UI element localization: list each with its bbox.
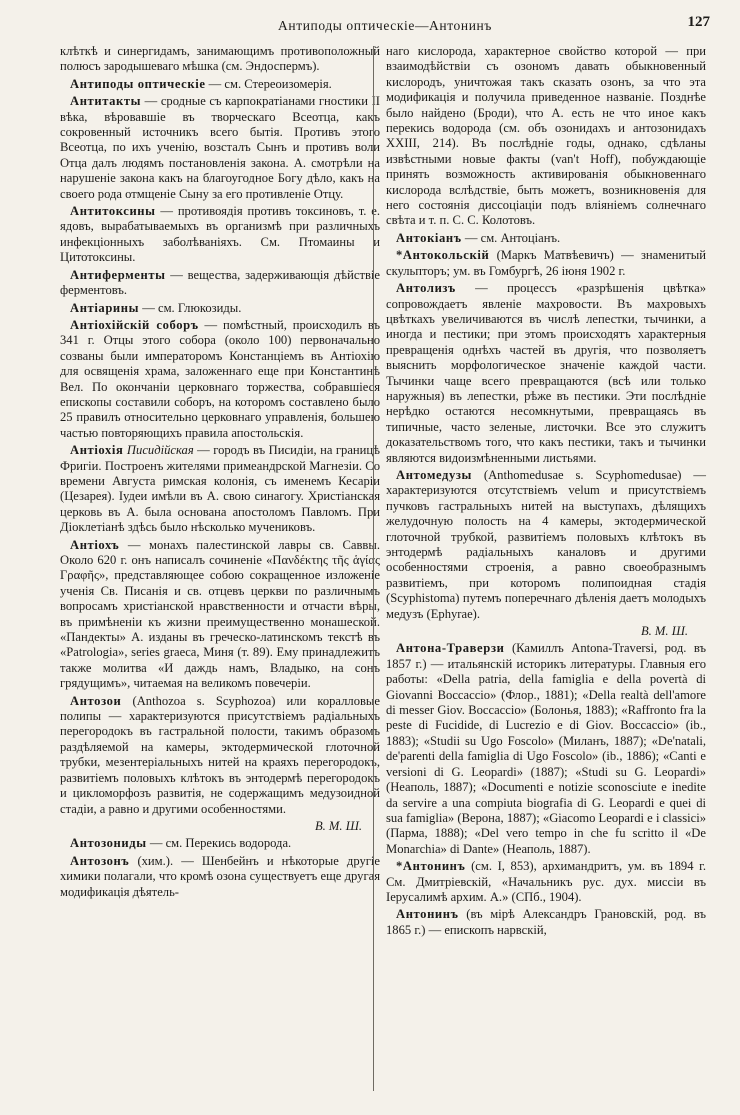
dictionary-entry [386, 468, 706, 622]
entry-text: наго кислорода, характерное свойство которой — при взаимодѣйствiи съ озономъ давать обыкновенный кислородъ, уничтожая такъ сказать озонъ, за что эта модификацiя и получила приведенное названiе. Позднѣе было найдено (Броди), что А. есть не что иное какъ перекись водорода (см. объ озонидахъ и антозонидахъ XXIII, 214). Въ послѣднiе годы, однако, сдѣланы извѣстными новые факты (van't Hoff), побуждающiе принять возможность активированiя обыкновеннаго кислорода вслѣдствiе, быть можетъ, возникновенiя для него состоянiя диссоцiацiи подъ влiянiемъ солнечнаго свѣта и т. п. С. С. Колотовъ. [386, 44, 706, 228]
dictionary-entry [60, 268, 380, 299]
entry-subtitle: Писидiйская [126, 443, 194, 458]
entry-text: — монахъ палестинской лавры св. Саввы. Около 620 г. онъ написалъ сочиненiе «Πανδέκτης τῆς ἁγίας Γραφῆς», представляющее собою сокращенное изложенiе ученiя Св. Писанiя и св. отцевъ церкви по различнымъ вопросамъ христiанской нравственности и отчасти вѣры, въ примѣненiи къ жизни преимущественно монашеской. «Пандекты» А. изданы въ греческо-латинскомъ текстѣ въ «Patrologia», series graeca, Миня (т. 89). Ему принадлежитъ также молитва «И даждь намъ, Владыко, на сонъ грядущимъ», читаемая на великомъ повечерiи. [60, 537, 380, 691]
entry-text: — см. Перекись водорода. [146, 836, 292, 851]
entry-text: (хим.). — Шенбейнъ и нѣкоторые другiе химики полагали, что кромѣ озона существуетъ еще другая модификацiя дѣятель- [60, 853, 380, 899]
author-signature: В. М. Ш. [640, 624, 688, 639]
entry-text: — процессъ «разрѣшенiя цвѣтка» сопровождаетъ явленiе махровости. Въ махровыхъ цвѣткахъ увеличиваются въ числѣ лепестки, тычинки, а иногда и пестики; при этомъ происходятъ характерныя превращенiя однѣхъ частей въ другiя, что позволяетъ выяснить морфологическое значенiе каждой части. Тычинки чаще всего превращаются (всѣ или только наружныя) въ лепестки, рѣже въ пестики. Эти послѣднiе нерѣдко остаются несомкнутыми, превращаясь въ типичные, часто зеленые, листочки. Все это служитъ доказательствомъ того, что какъ пестики, такъ и тычинки являются видоизмѣненными листьями. [386, 281, 706, 465]
entry-headword: Антiохiйскiй соборъ [70, 317, 199, 332]
entry-text: (Anthomedusae s. Scyphomedusae) — характеризуются отсутствiемъ velum и присутствiемъ пучковъ гастральныхъ нитей на выступахъ, дѣлящихъ желудочную полость на 4 камеры, эктодермической глоточной трубкой, развитiемъ половыхъ клѣтокъ въ энтодермѣ радiальныхъ каналовъ и другими особенностями строенiя, а равно своеобразнымъ развитiемъ, при которомъ полипоидная стадiя (Scyphistoma) путемъ поперечнаго дѣленiя даетъ молодыхъ медузъ (Ephyrae). [386, 467, 706, 621]
entry-headword: Антитоксины [70, 204, 156, 219]
dictionary-entry [386, 641, 706, 857]
dictionary-entry [386, 907, 706, 938]
entry-text: — вещества, задерживающiя дѣйствiе ферментовъ. [60, 267, 380, 298]
entry-headword: Антокiанъ [396, 230, 462, 245]
page-number: 127 [687, 14, 710, 30]
entry-text: — см. Глюкозиды. [139, 300, 242, 315]
dictionary-entry [60, 94, 380, 202]
entry-headword: Антона-Траверзи [396, 641, 505, 656]
dictionary-entry [60, 301, 380, 316]
entry-text: клѣткѣ и синергидамъ, занимающимъ противоположный полюсъ зародышеваго мѣшка (см. Эндоспермъ). [60, 44, 380, 74]
dictionary-entry [60, 318, 380, 441]
dictionary-entry [60, 204, 380, 266]
dictionary-entry [60, 443, 380, 535]
dictionary-entry [386, 231, 706, 246]
entry-headword: Антозониды [70, 836, 147, 851]
entry-headword: Антитакты [70, 94, 142, 109]
dictionary-entry [386, 281, 706, 466]
entry-text: — сродные съ карпократiанами гностики II вѣка, вѣровавшiе въ творческаго Всеотца, какъ сокровенный источникъ всего бытiя. Противъ этого Всеотца, по ихъ ученiю, возсталъ Сынъ и противъ воли Отца далъ людямъ постановленiя закона. А. смотрѣли на нарушенiе закона какъ на благоугодное Богу дѣло, какъ на своего рода отмщенiе Сыну за его противленiе Отцу. [60, 94, 380, 201]
dictionary-entry [386, 859, 706, 905]
dictionary-entry [60, 77, 380, 92]
dictionary-entry [60, 538, 380, 692]
running-head: Антиподы оптическiе—Антонинъ [278, 18, 492, 33]
entry-text: (см. I, 853), архимандритъ, ум. въ 1894 г. См. Дмитрiевскiй, «Начальникъ рус. дух. миссiи въ Iерусалимѣ архим. А.» (СПб., 1904). [386, 859, 706, 904]
dictionary-entry [386, 248, 706, 279]
entry-continuation [386, 44, 706, 229]
entry-headword: Антолизъ [396, 281, 456, 296]
entry-headword: Антозонъ [70, 853, 130, 868]
left-column [60, 44, 380, 902]
right-column [386, 44, 706, 940]
entry-text: (Камиллъ Antona-Traversi, род. въ 1857 г.) — итальянскiй историкъ литературы. Главныя его работы: «Della patria, della famiglia e della povertà di Giovanni Boccaccio» (Флор., 1881); «Della realtà dell'amore di messer Giov. Boccaccio» (Болонья, 1883); «Raffronto fra la peste di Fucidide, di Lucrezio e di Giov. Boccaccio» (ib., 1883); «Studii su Ugo Foscolo» (Миланъ, 1887); «De'natali, de'parenti della famiglia di Ugo Foscolo» (ib., 1886); «Canti e versioni di G. Leopardi» (1887); «Studi su G. Leopardi» (Неаполь, 1887); «Documenti e notizie sconosciute e inedite da servire a una compiuta biografia di G. Leopardi e quei di sua famiglia» (Верона, 1887); «Giacomo Leopardi e i classici» (Парма, 1888); «Del vero tempo in che fu scritto il «De Monarchia» di Dante» (Неаполь, 1887). [386, 641, 706, 856]
entry-headword: *Антонинъ [396, 859, 466, 874]
entry-headword: Антиферменты [70, 267, 166, 282]
entry-headword: Антiохiя [70, 443, 124, 458]
entry-headword: Антонинъ [396, 907, 459, 922]
author-signature: В. М. Ш. [314, 818, 362, 833]
entry-continuation [60, 44, 380, 75]
entry-text: — городъ въ Писидiи, на границѣ Фригiи. Построенъ жителями примеандрской Магнезiи. Со времени Августа римская колонiя, съ именемъ Кесарiи (Цезарея). Iудеи имѣли въ А. свою синагогу. Христiанская церковь въ А. была основана апостоломъ Павломъ. При Дiоклетiанѣ здѣсь было нѣсколько мучениковъ. [60, 443, 380, 535]
dictionary-entry [60, 854, 380, 900]
entry-headword: Антiарины [70, 300, 140, 315]
entry-text: — см. Антоцiанъ. [461, 230, 561, 245]
entry-headword: Антиподы оптическiе [70, 76, 206, 91]
entry-headword: Антозои [70, 693, 122, 708]
page-header [60, 14, 710, 38]
entry-headword: *Антокольскiй [396, 248, 490, 263]
entry-text: (въ мiрѣ Александръ Грановскiй, род. въ 1865 г.) — епископъ нарвскiй, [386, 907, 706, 937]
entry-text: — см. Стереоизомерiя. [205, 76, 332, 91]
dictionary-entry [60, 836, 380, 851]
column-divider [373, 46, 374, 1091]
entry-text: — помѣстный, происходилъ въ 341 г. Отцы этого собора (около 100) первоначально созваны были императоромъ Констанцiемъ въ Антiохiю для освященiя храма, заложеннаго еще при Константинѣ Вел. По окончанiи церковнаго торжества, собравшiеся епископы составили соборъ, на которомъ составлено было 25 правилъ относительно церковнаго управленiя, большею частью повторяющихъ правила апостольскiя. [60, 317, 380, 440]
dictionary-entry [60, 694, 380, 817]
entry-text: — противоядiя противъ токсиновъ, т. е. ядовъ, вырабатываемыхъ въ организмѣ при различныхъ инфекцiонныхъ заболѣванiяхъ. См. Птомаины и Цитотоксины. [60, 204, 380, 265]
entry-text: (Anthozoa s. Scyphozoa) или коралловые полипы — характеризуются присутствiемъ радiальныхъ перегородокъ въ гастральной полости, такимъ образомъ раздѣляемой на камеры, эктодермической глоточной трубки, мезентерiальныхъ нитей на краяхъ перегородокъ, развитiемъ половыхъ клѣтокъ въ энтодермѣ перегородокъ и цикломорфозъ развитiя, не содержащимъ медузоидной стадiи, а равно и другими особенностями. [60, 693, 380, 816]
entry-headword: Антiохъ [70, 537, 120, 552]
entry-text: (Маркъ Матвѣевичъ) — знаменитый скульпторъ; ум. въ Гомбургѣ, 26 iюня 1902 г. [386, 248, 706, 278]
entry-headword: Антомедузы [396, 467, 472, 482]
